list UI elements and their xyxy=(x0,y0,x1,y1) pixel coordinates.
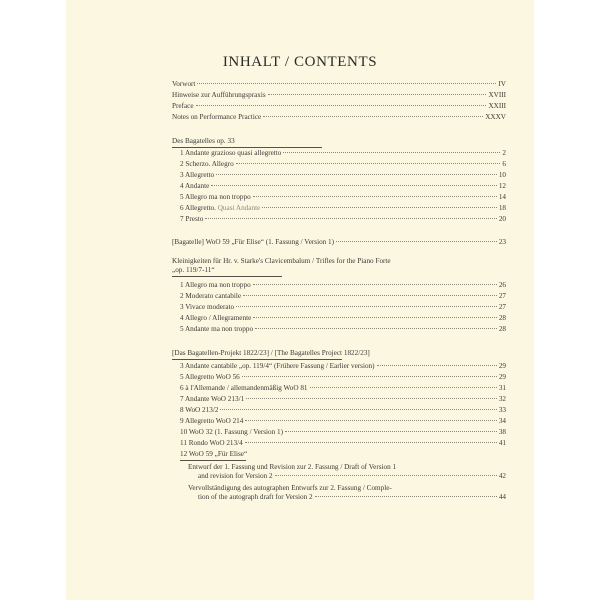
section-rule xyxy=(172,147,322,148)
dot-leader xyxy=(211,185,496,186)
toc-entry[interactable] xyxy=(180,314,506,322)
toc-page: 10 xyxy=(498,171,506,179)
toc-entry[interactable] xyxy=(180,362,506,370)
toc-page: 27 xyxy=(498,292,506,300)
toc-label: 8 WoO 213/2 xyxy=(180,406,219,414)
toc-entry[interactable] xyxy=(180,439,506,447)
toc-entry[interactable] xyxy=(180,160,506,168)
toc-entry[interactable] xyxy=(180,406,506,414)
toc-entry-notes[interactable] xyxy=(172,113,506,121)
section-heading-op33: Des Bagatelles op. 33 xyxy=(172,137,235,145)
toc-label: 5 Allegretto WoO 56 xyxy=(180,373,240,381)
toc-label: 7 Andante WoO 213/1 xyxy=(180,395,245,403)
toc-label: [Bagatelle] WoO 59 „Für Elise“ (1. Fassung / Version 1) xyxy=(172,238,335,246)
toc-label xyxy=(180,204,260,212)
toc-page: 28 xyxy=(498,325,506,333)
toc-label: 3 Andante cantabile „op. 119/4“ (Frühere Fassung / Earlier version) xyxy=(180,362,375,370)
toc-entry[interactable] xyxy=(180,149,506,157)
toc-entry[interactable] xyxy=(180,428,506,436)
toc-page: 44 xyxy=(498,493,506,501)
toc-page: 12 xyxy=(498,182,506,190)
dot-leader xyxy=(196,105,487,106)
dot-leader xyxy=(275,475,497,476)
toc-entry[interactable] xyxy=(180,384,506,392)
toc-page: 28 xyxy=(498,314,506,322)
toc-label: 5 Allegro ma non troppo xyxy=(180,193,251,201)
toc-entry[interactable] xyxy=(180,281,506,289)
toc-label: 3 Allegretto xyxy=(180,171,215,179)
dot-leader xyxy=(245,420,496,421)
dot-leader xyxy=(216,174,497,175)
toc-label: 1 Andante grazioso quasi allegretto xyxy=(180,149,282,157)
toc-page: 2 xyxy=(502,149,506,157)
toc-entry[interactable] xyxy=(180,373,506,381)
toc-entry-woo59: 12 WoO 59 „Für Elise“ xyxy=(180,450,248,458)
toc-page: XVIII xyxy=(488,91,506,99)
toc-entry[interactable] xyxy=(180,395,506,403)
toc-label: 5 Andante ma non troppo xyxy=(180,325,254,333)
dot-leader xyxy=(268,94,487,95)
dot-leader xyxy=(220,409,496,410)
toc-label: 11 Rondo WoO 213/4 xyxy=(180,439,243,447)
toc-label: 1 Allegro ma non troppo xyxy=(180,281,251,289)
toc-page: 41 xyxy=(498,439,506,447)
dot-leader xyxy=(285,431,497,432)
toc-label: Notes on Performance Practice xyxy=(172,113,262,121)
toc-page: 18 xyxy=(498,204,506,212)
page-title: INHALT / CONTENTS xyxy=(222,54,378,70)
toc-subentry-line1: Entwurf der 1. Fassung und Revision zur 2. Fassung / Draft of Version 1 xyxy=(188,463,397,471)
toc-entry[interactable] xyxy=(180,417,506,425)
dot-leader xyxy=(283,152,500,153)
dot-leader xyxy=(243,295,497,296)
dot-leader xyxy=(253,196,497,197)
toc-entry[interactable] xyxy=(180,182,506,190)
toc-subentry-line1: Vervollständigung des autographen Entwurfs zur 2. Fassung / Comple- xyxy=(188,484,392,492)
toc-page: 42 xyxy=(498,472,506,480)
toc-page: 33 xyxy=(498,406,506,414)
toc-page: 32 xyxy=(498,395,506,403)
toc-label: 4 Allegro / Allegramente xyxy=(180,314,252,322)
dot-leader xyxy=(253,317,497,318)
toc-label: Preface xyxy=(172,102,194,110)
dot-leader xyxy=(253,284,497,285)
toc-entry-vorwort[interactable] xyxy=(172,80,506,88)
toc-label: Hinweise zur Aufführungspraxis xyxy=(172,91,266,99)
toc-label: 2 Moderato cantabile xyxy=(180,292,242,300)
toc-page: 31 xyxy=(498,384,506,392)
dot-leader xyxy=(205,218,496,219)
toc-page: 34 xyxy=(498,417,506,425)
toc-entry-fur-elise[interactable] xyxy=(172,238,506,246)
toc-label: Vorwort xyxy=(172,80,196,88)
toc-page: XXIII xyxy=(488,102,506,110)
toc-subentry-entwurf[interactable] xyxy=(198,472,506,480)
toc-label: 3 Vivace moderato xyxy=(180,303,235,311)
section-rule xyxy=(180,460,246,461)
dot-leader xyxy=(246,398,497,399)
document-page xyxy=(66,0,534,600)
toc-label: 9 Allegretto WoO 214 xyxy=(180,417,244,425)
section-rule xyxy=(172,276,282,277)
toc-page: 29 xyxy=(498,373,506,381)
toc-page: 23 xyxy=(498,238,506,246)
toc-entry[interactable] xyxy=(180,215,506,223)
toc-entry-preface[interactable] xyxy=(172,102,506,110)
section-heading-projekt: [Das Bagatellen-Projekt 1822/23] / [The Bagatelles Project 1822/23] xyxy=(172,349,370,357)
toc-page: 29 xyxy=(498,362,506,370)
toc-entry[interactable] xyxy=(180,325,506,333)
toc-page: XXXV xyxy=(485,113,506,121)
dot-leader xyxy=(197,83,496,84)
toc-label: 4 Andante xyxy=(180,182,210,190)
toc-label: 6 à l'Allemande / allemandenmäßig WoO 81 xyxy=(180,384,308,392)
toc-label-main: 6 Allegretto. xyxy=(180,204,216,212)
dot-leader xyxy=(262,207,497,208)
dot-leader xyxy=(236,163,501,164)
toc-label: 2 Scherzo. Allegro xyxy=(180,160,234,168)
toc-page: 27 xyxy=(498,303,506,311)
toc-subentry-vervollstaendigung[interactable] xyxy=(198,493,506,501)
dot-leader xyxy=(263,116,483,117)
toc-label: tion of the autograph draft for Version 2 xyxy=(198,493,313,501)
toc-page: 26 xyxy=(498,281,506,289)
section-rule xyxy=(172,359,342,360)
toc-entry[interactable] xyxy=(180,204,506,212)
dot-leader xyxy=(245,442,497,443)
toc-page: IV xyxy=(498,80,506,88)
toc-label: 7 Presto xyxy=(180,215,204,223)
dot-leader xyxy=(336,241,497,242)
toc-entry-hinweise[interactable] xyxy=(172,91,506,99)
toc-page: 20 xyxy=(498,215,506,223)
toc-page: 38 xyxy=(498,428,506,436)
dot-leader xyxy=(377,365,497,366)
toc-label: and revision for Version 2 xyxy=(198,472,273,480)
dot-leader xyxy=(242,376,497,377)
dot-leader xyxy=(236,306,497,307)
section-heading-kleinigkeiten-line2: „op. 119/7-11“ xyxy=(172,266,215,274)
toc-entry[interactable] xyxy=(180,193,506,201)
section-heading-kleinigkeiten: Kleinigkeiten für Hr. v. Starke's Clavicembalum / Trifles for the Piano Forte xyxy=(172,257,391,265)
toc-entry[interactable] xyxy=(180,171,506,179)
dot-leader xyxy=(315,496,497,497)
toc-entry[interactable] xyxy=(180,303,506,311)
dot-leader xyxy=(310,387,497,388)
toc-label-extra: Quasi Andante xyxy=(217,204,261,212)
toc-page: 6 xyxy=(502,160,506,168)
toc-page: 14 xyxy=(498,193,506,201)
toc-label: 10 WoO 32 (1. Fassung / Version 1) xyxy=(180,428,283,436)
toc-entry[interactable] xyxy=(180,292,506,300)
dot-leader xyxy=(255,328,497,329)
